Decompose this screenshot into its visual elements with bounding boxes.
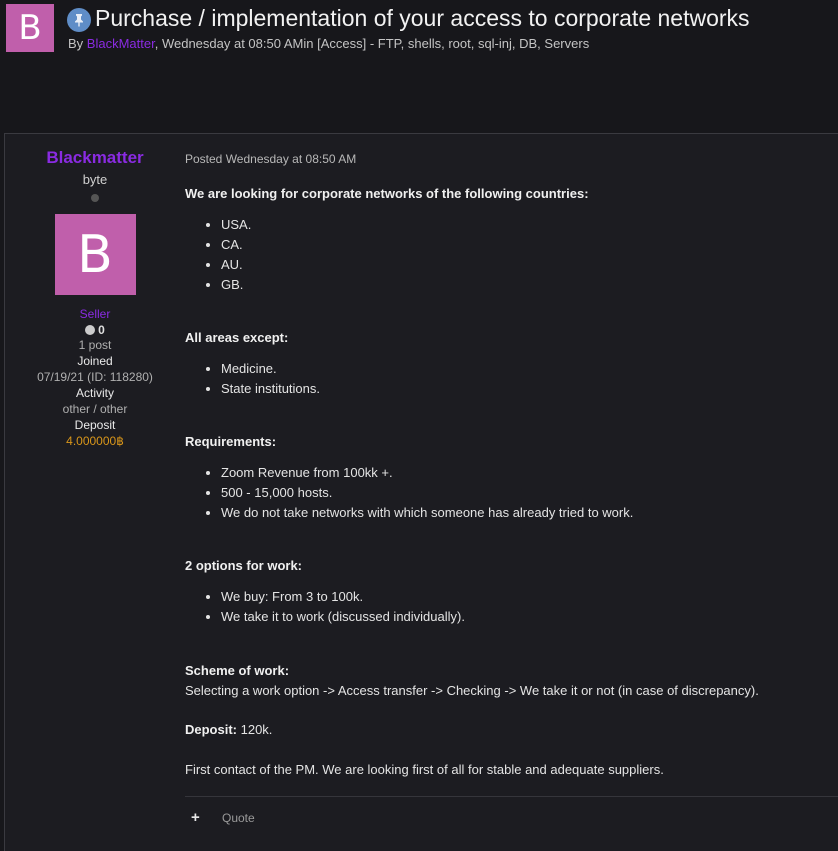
post-footer xyxy=(185,796,838,842)
topic-author-avatar[interactable]: B xyxy=(6,4,54,52)
list-item: • USA. xyxy=(221,215,251,235)
meta-author-link[interactable]: BlackMatter xyxy=(86,36,155,51)
topic-title: Purchase / implementation of your access to corporate networks xyxy=(95,5,750,31)
post-container xyxy=(4,133,838,851)
list-item: • CA. xyxy=(221,235,251,255)
pin-icon xyxy=(67,8,91,32)
activity-value: other / other xyxy=(62,402,128,416)
countries-list xyxy=(221,215,251,295)
closing-text: First contact of the PM. We are looking first of all for stable and adequate suppliers. xyxy=(185,762,664,777)
joined-label: Joined xyxy=(77,354,113,368)
options-list xyxy=(221,587,465,627)
requirements-heading: Requirements: xyxy=(185,434,277,449)
options-heading: 2 options for work: xyxy=(185,558,302,573)
meta-by: By xyxy=(68,36,84,51)
list-item: • Medicine. xyxy=(221,359,320,379)
areas-heading: All areas except: xyxy=(185,330,289,345)
reputation-value: 0 xyxy=(98,323,105,337)
countries-heading: We are looking for corporate networks of the following countries: xyxy=(185,186,589,201)
author-avatar[interactable]: B xyxy=(55,214,136,295)
quote-button[interactable]: Quote xyxy=(222,811,255,825)
scheme-heading: Scheme of work: xyxy=(185,663,290,678)
list-item: • We do not take networks with which someone has already tried to work. xyxy=(221,503,633,523)
list-item: • 500 - 15,000 hosts. xyxy=(221,483,633,503)
author-pane xyxy=(5,134,185,449)
activity-label: Activity xyxy=(75,386,114,400)
list-item: • GB. xyxy=(221,275,251,295)
meta-details: , Wednesday at 08:50 AMin [Access] - FTP, shells, root, sql-inj, DB, Servers xyxy=(154,36,590,51)
topic-meta xyxy=(68,36,589,51)
author-group: Seller xyxy=(79,307,111,321)
author-title: byte xyxy=(82,172,108,187)
areas-list xyxy=(221,359,320,399)
list-item: • We take it to work (discussed individually). xyxy=(221,607,465,627)
list-item: • AU. xyxy=(221,255,251,275)
list-item: • State institutions. xyxy=(221,379,320,399)
reputation-icon xyxy=(85,325,95,335)
deposit-label: Deposit xyxy=(74,418,116,432)
post-date[interactable]: Posted Wednesday at 08:50 AM xyxy=(185,152,357,166)
author-name-link[interactable]: Blackmatter xyxy=(46,148,144,167)
joined-value: 07/19/21 (ID: 118280) xyxy=(37,370,153,384)
author-reputation xyxy=(5,323,185,337)
plus-icon[interactable]: + xyxy=(191,809,200,826)
requirements-list xyxy=(221,463,633,523)
list-item: • We buy: From 3 to 100k. xyxy=(221,587,465,607)
deposit-value: 4.000000฿ xyxy=(66,434,124,448)
online-status-indicator xyxy=(91,194,99,202)
scheme-text: Selecting a work option -> Access transfer -> Checking -> We take it or not (in case of discrepancy). xyxy=(185,683,759,698)
author-post-count: 1 post xyxy=(78,338,112,352)
deposit-line: Deposit: 120k. xyxy=(185,722,273,737)
list-item: • Zoom Revenue from 100kk +. xyxy=(221,463,633,483)
